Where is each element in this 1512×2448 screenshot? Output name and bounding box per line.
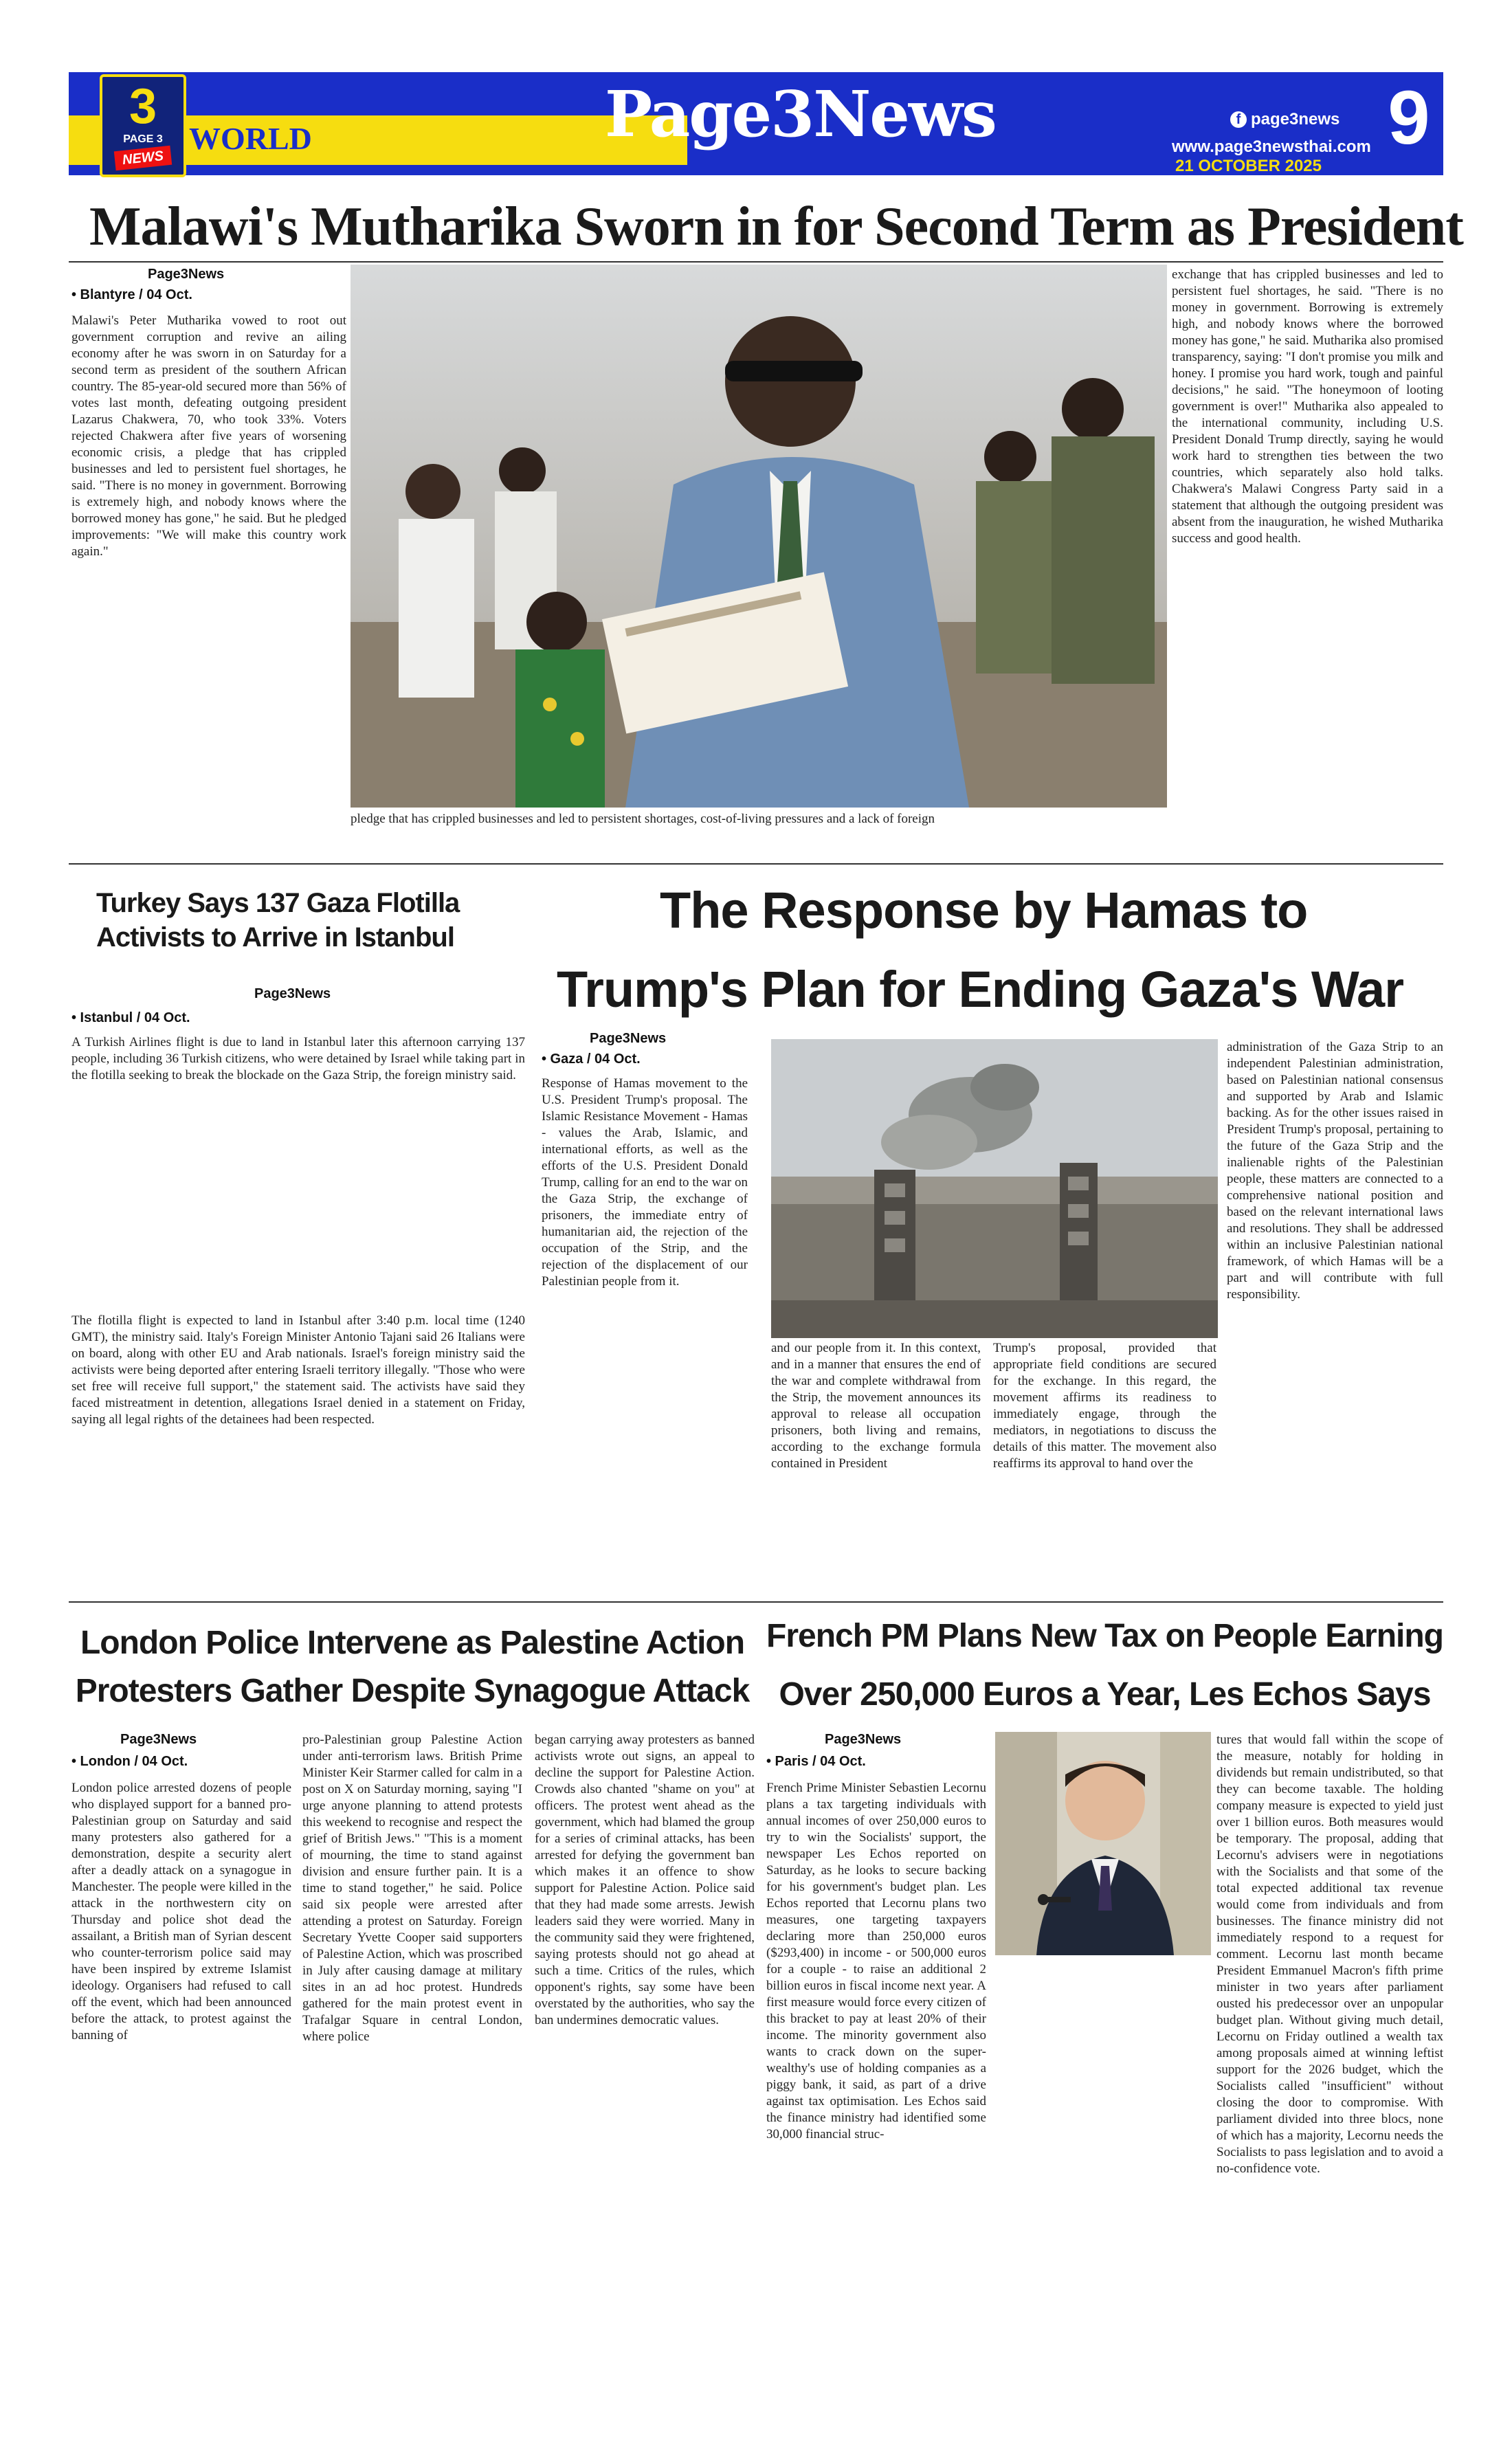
page3-logo[interactable]	[100, 74, 186, 177]
divider	[69, 863, 1443, 865]
website-link[interactable]: www.page3newsthai.com	[1172, 137, 1371, 156]
malawi-byline: Page3News	[148, 267, 225, 282]
malawi-photo[interactable]	[351, 265, 1167, 808]
london-dateline: • London / 04 Oct.	[71, 1754, 188, 1769]
brand-title[interactable]: Page3News	[605, 77, 996, 151]
france-headline-line-2[interactable]: Over 250,000 Euros a Year, Les Echos Says	[779, 1676, 1431, 1713]
london-column-1: London police arrested dozens of people who displayed support for a banned pro-Palestinian group on Saturday and said many protesters also gathered for a demonstration, despite a security alert after a deadly attack on a synagogue in Manchester. The people were killed in the attack in the northwestern city on Thursday and police shot dead the assailant, a British man of Syrian descent who counter-terrorism police said may have been inspired by extreme Islamist ideology. Organisers had refused to call off the event, which had been announced before the attack, to protest against the banning of	[71, 1781, 291, 2043]
hamas-column-3: Trump's proposal, provided that appropriate field conditions are secured for the exchange. In this regard, the movement affirms its readiness to immediately engage, through the mediators, in negotiations to discuss the details of this matter. The movement also reaffirms its approval to hand over the	[993, 1341, 1216, 1471]
hamas-dateline: • Gaza / 04 Oct.	[542, 1051, 641, 1067]
hamas-column-1: Response of Hamas movement to the U.S. President Trump's proposal. The Islamic Resistance Movement - Hamas - values the Arab, Islamic, and international efforts, as well as the efforts of the U.S. President Donald Trump, calling for an end to the war on the Gaza Strip, the exchange of prisoners, the immediate entry of humanitarian aid, the rejection of the occupation of the Strip, and the rejection of the displacement of our Palestinian people from it.	[542, 1076, 748, 1289]
section-label: WORLD	[189, 121, 312, 156]
facebook-icon[interactable]: f	[1230, 111, 1247, 128]
france-byline: Page3News	[825, 1732, 902, 1747]
hamas-headline-line-2[interactable]: Trump's Plan for Ending Gaza's War	[557, 961, 1403, 1018]
france-pm-photo[interactable]	[995, 1732, 1211, 1955]
london-headline-line-2[interactable]: Protesters Gather Despite Synagogue Attack	[75, 1673, 750, 1709]
turkey-dateline: • Istanbul / 04 Oct.	[71, 1010, 190, 1025]
turkey-byline: Page3News	[254, 986, 331, 1001]
malawi-headline[interactable]: Malawi's Mutharika Sworn in for Second Term as President	[89, 197, 1463, 257]
london-column-3: began carrying away protesters as banned activists wrote out signs, an appeal to decline the support for Palestine Action. Crowds also chanted "shame on you" at officers. The protest went ahead as the government, which had blamed the group for a series of criminal attacks, has been arrested for defying the government ban which makes it an offence to show support for Palestine Action. Police said that they had made some arrests. Jewish leaders said they were worried. Many in the community said they were frightened, saying protests should not go ahead at such a time. Critics of the rules, which opponent's rights, say some have been overstated by the authorities, who say the ban undermines democratic values.	[535, 1733, 755, 2027]
france-column-1: French Prime Minister Sebastien Lecornu plans a tax targeting individuals with annual incomes of over 250,000 euros to try to win the Socialists' support, the newspaper Les Echos reported on Saturday, as he looks to secure backing for his government's budget plan. Les Echos reported that Lecornu plans two measures, one targeting taxpayers declaring more than 250,000 euros ($293,400) in income - or 500,000 euros for a couple - to raise an additional 2 billion euros in fiscal income next year. A first measure would force every citizen of this bracket to pay at least 20% of their income. The minority government also wants to crack down on the super-wealthy's use of holding companies as a piggy bank, it said, as part of a drive against tax optimisation. Les Echos said the finance ministry had identified some 30,000 financial struc-	[766, 1781, 986, 2141]
france-dateline: • Paris / 04 Oct.	[766, 1754, 866, 1769]
london-byline: Page3News	[120, 1732, 197, 1747]
turkey-column-1: A Turkish Airlines flight is due to land in Istanbul later this afternoon carrying 137 people, including 36 Turkish citizens, who were detained by Israel while taking part in the flotilla seeking to break the blockade on the Gaza Strip, the foreign ministry said.	[71, 1035, 525, 1082]
divider	[69, 261, 1443, 263]
london-column-2: pro-Palestinian group Palestine Action under anti-terrorism laws. British Prime Minister Keir Starmer called for calm in a post on X on Saturday morning, saying "I urge anyone planning to attend protests this weekend to recognise and respect the grief of British Jews." "This is a moment of mourning, the time to stand against division and ensure further pain. It is a time to stand together," he said. Police said six people were arrested after attending a protest on Saturday. Foreign Secretary Yvette Cooper said supporters of Palestine Action, which was proscribed in July after causing damage at military sites in an ad hoc protest. Hundreds gathered for the main protest event in Trafalgar Square in central London, where police	[302, 1733, 522, 2044]
turkey-headline-line-1[interactable]: Turkey Says 137 Gaza Flotilla	[96, 888, 460, 918]
page-number: 9	[1388, 76, 1430, 160]
malawi-bottom-strip: pledge that has crippled businesses and led to persistent shortages, cost-of-living pressures and a lack of foreign	[351, 812, 935, 826]
malawi-column-1: Malawi's Peter Mutharika vowed to root out government corruption and revive an ailing economy after he was sworn in on Saturday for a second term as president of the southern African country. The 85-year-old secured more than 56% of votes last month, defeating outgoing president Lazarus Chakwera, 70, who took 33%. Voters rejected Chakwera after five years of worsening economic crisis, a pledge that has crippled businesses and led to persistent fuel shortages, he said. "There is no money in government. Borrowing is extremely high, and nobody knows where the borrowed money has gone," he said. But he pledged improvements: "We will make this country work again."	[71, 313, 346, 559]
logo-news-badge: NEWS	[114, 146, 172, 170]
logo-number: 3	[129, 79, 157, 134]
hamas-column-2: and our people from it. In this context, and in a manner that ensures the end of the war and complete withdrawal from the Strip, the movement announces its approval to release all occupation prisoners, both living and remains, according to the exchange formula contained in President	[771, 1341, 981, 1471]
hamas-byline: Page3News	[590, 1031, 667, 1046]
social-handle[interactable]: page3news	[1251, 110, 1340, 129]
london-headline-line-1[interactable]: London Police Intervene as Palestine Action	[80, 1625, 745, 1661]
turkey-column-2: The flotilla flight is expected to land in Istanbul after 3:40 p.m. local time (1240 GMT), the ministry said. Italy's Foreign Minister Antonio Tajani said 26 Italians were on board, along with other EU and Arab nationals. Israel's foreign ministry said the activists were being deported after entering Israeli territory illegally. "Those who were set free will receive full support," the statement said. The activists have said they faced mistreatment in detention, allegations Israel denied in a statement on Friday, saying all legal rights of the detainees had been respected.	[71, 1313, 525, 1427]
divider	[69, 1601, 1443, 1603]
hamas-column-4: administration of the Gaza Strip to an independent Palestinian administration, based on Palestinian national consensus and supported by Arab and Islamic backing. As for the other issues raised in President Trump's proposal, pertaining to the future of the Gaza Strip and the inalienable rights of the Palestinian people, these matters are connected to a comprehensive national position and based on the relevant international laws and resolutions. They shall be addressed within an inclusive Palestinian national framework, of which Hamas will be a part and will contribute with full responsibility.	[1227, 1040, 1443, 1302]
turkey-headline-line-2[interactable]: Activists to Arrive in Istanbul	[96, 922, 454, 953]
france-headline-line-1[interactable]: French PM Plans New Tax on People Earning	[766, 1618, 1443, 1654]
logo-label: PAGE 3	[123, 133, 163, 145]
hamas-headline-line-1[interactable]: The Response by Hamas to	[660, 882, 1308, 939]
issue-date: 21 OCTOBER 2025	[1175, 157, 1322, 175]
france-column-2: tures that would fall within the scope of the measure, notably for holding in dividends but remain undistributed, so that they can become taxable. The holding company measure is expected to yield just over 1 billion euros. Both measures would be temporary. The proposal, adding that Lecornu's advisers were in negotiations with the Socialists and that some of the total expected additional tax revenue would come from individuals and from businesses. The finance ministry did not immediately respond to a request for comment. Lecornu last month became President Emmanuel Macron's fifth prime minister in two years after parliament ousted his predecessor over an unpopular budget plan. Without giving much detail, Lecornu on Friday outlined a wealth tax among proposals aimed at winning leftist support for the 2026 budget, which the Socialists called "insufficient" without closing the door to compromise. With parliament divided into three blocs, none of which has a majority, Lecornu needs the Socialists to pass legislation and to avoid a no-confidence vote.	[1216, 1733, 1443, 2176]
malawi-dateline: • Blantyre / 04 Oct.	[71, 287, 192, 302]
gaza-photo[interactable]	[771, 1039, 1218, 1338]
malawi-column-2: exchange that has crippled businesses and led to persistent fuel shortages, he said. "There is no money in government. Borrowing is extremely high, and nobody knows where the borrowed money has gone," he said. Mutharika also promised transparency, saying: "I don't promise you milk and honey. I promise you hard work, tough and painful decisions," he said. "The honeymoon of looting government is over!" Mutharika also appealed to the international community, including U.S. President Donald Trump directly, saying he would work hard to strengthen ties between the two countries, which separately also hold talks. Chakwera's Malawi Congress Party said in a statement that although the outgoing president was absent from the inauguration, he wished Mutharika success and good health.	[1172, 267, 1443, 546]
